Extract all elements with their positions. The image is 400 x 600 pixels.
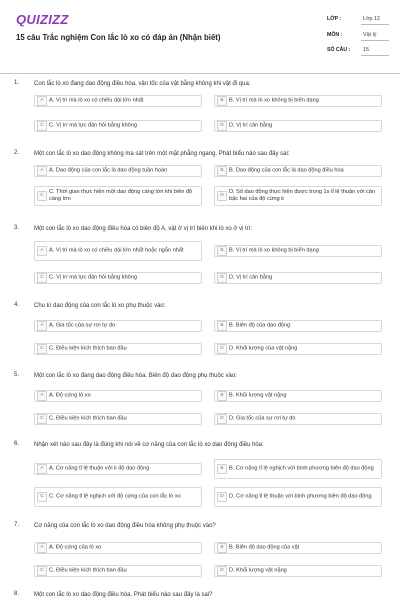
option-letter: C xyxy=(37,191,47,201)
meta-label: MÔN : xyxy=(327,32,343,38)
question-number: 4. xyxy=(14,302,20,308)
header-divider xyxy=(0,73,400,74)
option-letter: A xyxy=(37,166,47,176)
option-letter: B xyxy=(217,321,227,331)
meta-class xyxy=(327,14,389,26)
option-d[interactable] xyxy=(214,120,382,132)
option-text: D. Cơ năng tỉ lệ thuận với bình phương biên độ dao động xyxy=(229,493,372,500)
option-c[interactable] xyxy=(34,487,202,507)
option-b[interactable] xyxy=(214,459,382,479)
option-text: C. Điều kiện kích thích ban đầu xyxy=(49,567,127,574)
option-letter: C xyxy=(37,492,47,502)
option-text: B. Biên độ của dao động xyxy=(229,322,291,329)
question-text: Cơ năng của con lắc lò xo dao động điều hòa không phụ thuộc vào? xyxy=(34,523,216,529)
option-letter: D xyxy=(217,344,227,354)
option-text: A. Độ cứng của lò xo xyxy=(49,544,102,551)
question-number: 2. xyxy=(14,150,20,156)
question-text: Một con lắc lò xo dao động điều hòa. Phát biểu nào sau đây là sai? xyxy=(34,592,213,598)
option-text: A. Gia tốc của sự rơi tự do xyxy=(49,322,116,329)
option-a[interactable] xyxy=(34,241,202,261)
option-text: A. Vị trí mà lò xo có chiều dài lớn nhất hoặc ngắn nhất xyxy=(49,247,184,254)
option-text: D. Số dao động thực hiện được trong 1s tỉ lệ thuận với căn bậc hai của độ cứng k xyxy=(229,189,376,202)
option-letter: D xyxy=(217,566,227,576)
quizizz-logo: QUIZIZZ xyxy=(16,12,69,27)
question-text: Một con lắc lò xo dao động không ma sát trên một mặt phẳng ngang. Phát biểu nào sau đây sai: xyxy=(34,151,290,157)
option-text: C. Thời gian thực hiện một dao động càng lớn khi biên độ càng lớn xyxy=(49,189,193,202)
option-text: D. Vị trí cân bằng xyxy=(229,274,273,281)
option-text: D. Khối lượng vật nặng xyxy=(229,567,287,574)
page-title: 15 câu Trắc nghiệm Con lắc lò xo có đáp án (Nhận biết) xyxy=(16,33,221,42)
option-a[interactable] xyxy=(34,463,202,475)
option-b[interactable] xyxy=(214,245,382,257)
option-letter: B xyxy=(217,96,227,106)
option-text: B. Vị trí mà lò xo không bị biến dạng xyxy=(229,97,319,104)
option-b[interactable] xyxy=(214,95,382,107)
meta-subject xyxy=(327,30,389,42)
question-number: 3. xyxy=(14,225,20,231)
option-letter: D xyxy=(217,191,227,201)
question-number: 7. xyxy=(14,522,20,528)
question-number: 5. xyxy=(14,372,20,378)
option-c[interactable] xyxy=(34,413,202,425)
option-letter: B xyxy=(217,543,227,553)
option-text: B. Vị trí mà lò xo không bị biến dạng xyxy=(229,247,319,254)
option-text: D. Vị trí cân bằng xyxy=(229,122,273,129)
meta-value: Vật lý xyxy=(361,30,389,41)
option-letter: A xyxy=(37,391,47,401)
option-text: A. Vị trí mà lò xo có chiều dài lớn nhất xyxy=(49,97,144,104)
option-a[interactable] xyxy=(34,542,202,554)
option-text: D. Khối lượng của vật nặng xyxy=(229,345,298,352)
option-c[interactable] xyxy=(34,120,202,132)
option-b[interactable] xyxy=(214,542,382,554)
option-b[interactable] xyxy=(214,320,382,332)
option-b[interactable] xyxy=(214,165,382,177)
option-a[interactable] xyxy=(34,165,202,177)
option-text: A. Cơ năng tỉ lệ thuận với li độ dao động xyxy=(49,465,150,472)
option-letter: D xyxy=(217,414,227,424)
option-letter: D xyxy=(217,492,227,502)
option-d[interactable] xyxy=(214,565,382,577)
option-c[interactable] xyxy=(34,272,202,284)
option-text: A. Độ cứng lò xo xyxy=(49,392,91,399)
option-text: C. Vị trí mà lực đàn hồi bằng không xyxy=(49,274,138,281)
option-text: B. Khối lượng vật nặng xyxy=(229,392,287,399)
meta-value: 15 xyxy=(361,45,389,56)
option-text: A. Dao động của con lắc là dao động tuần hoàn xyxy=(49,167,168,174)
option-a[interactable] xyxy=(34,390,202,402)
worksheet-header xyxy=(0,0,400,76)
meta-question-count xyxy=(327,45,389,57)
option-a[interactable] xyxy=(34,95,202,107)
option-text: B. Biên độ dao động của vật xyxy=(229,544,300,551)
option-letter: C xyxy=(37,273,47,283)
option-letter: B xyxy=(217,246,227,256)
option-letter: C xyxy=(37,566,47,576)
option-letter: B xyxy=(217,166,227,176)
option-letter: A xyxy=(37,246,47,256)
question-number: 6. xyxy=(14,441,20,447)
option-letter: C xyxy=(37,121,47,131)
option-b[interactable] xyxy=(214,390,382,402)
option-text: B. Cơ năng tỉ lệ nghịch với bình phương biên độ dao động xyxy=(229,465,374,472)
question-text: Chu kì dao động của con lắc lò xo phụ thuộc vào: xyxy=(34,303,166,309)
option-d[interactable] xyxy=(214,413,382,425)
option-letter: C xyxy=(37,414,47,424)
option-letter: A xyxy=(37,543,47,553)
option-text: D. Gia tốc của sự rơi tự do xyxy=(229,415,296,422)
question-text: Một con lắc lò xo đang dao động điều hòa. Biên độ dao động phụ thuộc vào: xyxy=(34,373,237,379)
option-a[interactable] xyxy=(34,320,202,332)
option-letter: A xyxy=(37,464,47,474)
option-d[interactable] xyxy=(214,272,382,284)
option-letter: B xyxy=(217,391,227,401)
option-text: C. Cơ năng tỉ lệ nghịch với độ cứng của con lắc lò xo xyxy=(49,493,181,500)
question-text: Một con lắc lò xo dao động điều hòa có biên độ A, vật ở vị trí biên khi lò xo ở vị trí: xyxy=(34,226,252,232)
option-d[interactable] xyxy=(214,186,382,206)
option-letter: B xyxy=(217,464,227,474)
option-c[interactable] xyxy=(34,343,202,355)
question-text: Nhận xét nào sau đây là đúng khi nói về cơ năng của con lắc lò xo dao động điều hòa: xyxy=(34,442,264,448)
question-text: Con lắc lò xo đang dao động điều hòa, vận tốc của vật bằng không khi vật đi qua: xyxy=(34,81,251,87)
option-c[interactable] xyxy=(34,565,202,577)
option-c[interactable] xyxy=(34,186,202,206)
meta-value: Lớp 12 xyxy=(361,14,389,25)
option-text: C. Vị trí mà lực đàn hồi bằng không xyxy=(49,122,138,129)
option-text: B. Dao động của con lắc là dao động điều hòa xyxy=(229,167,344,174)
option-text: C. Điều kiện kích thích ban đầu xyxy=(49,345,127,352)
option-letter: D xyxy=(217,273,227,283)
option-text: C. Điều kiện kích thích ban đầu xyxy=(49,415,127,422)
question-number: 8. xyxy=(14,591,20,597)
option-letter: A xyxy=(37,96,47,106)
meta-label: LỚP : xyxy=(327,16,342,22)
meta-label: SỐ CÂU : xyxy=(327,47,351,53)
option-letter: C xyxy=(37,344,47,354)
option-letter: D xyxy=(217,121,227,131)
option-d[interactable] xyxy=(214,343,382,355)
question-number: 1. xyxy=(14,80,20,86)
option-letter: A xyxy=(37,321,47,331)
option-d[interactable] xyxy=(214,487,382,507)
